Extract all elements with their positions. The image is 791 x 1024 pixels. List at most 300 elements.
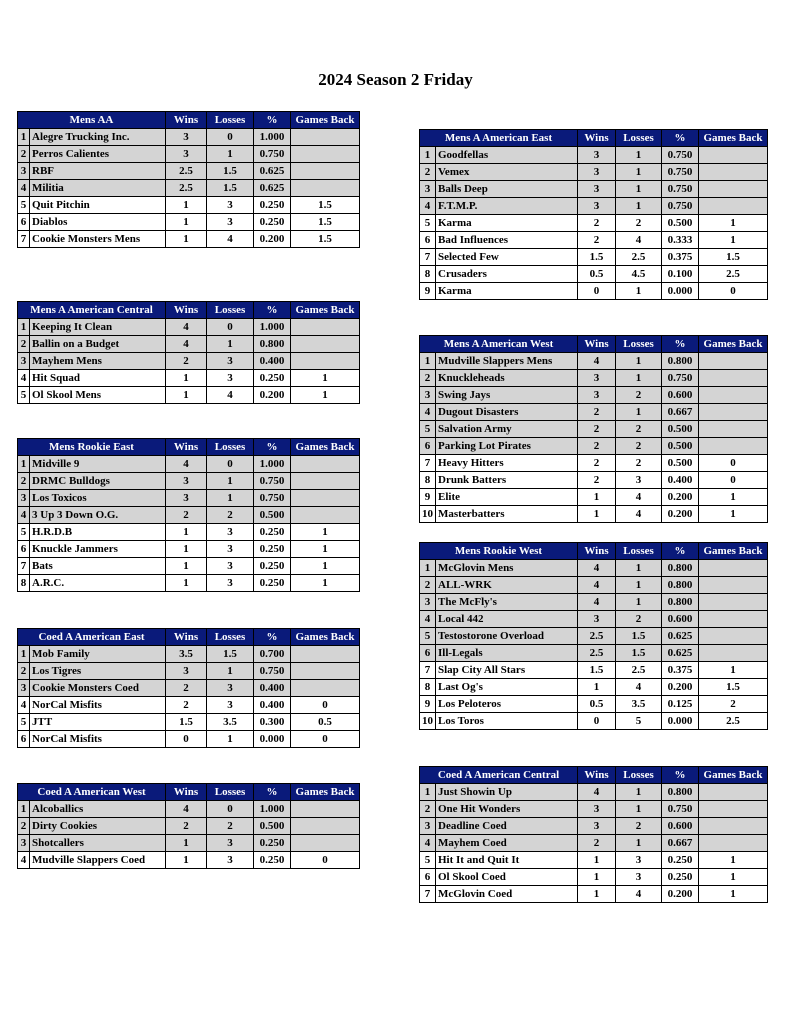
losses-cell: 3: [616, 852, 662, 869]
rank-cell: 4: [18, 180, 30, 197]
losses-cell: 3: [207, 214, 254, 231]
team-name-cell: Mayhem Coed: [436, 835, 578, 852]
losses-cell: 1.5: [207, 646, 254, 663]
games-back-cell: 2.5: [699, 266, 768, 283]
table-row: [18, 473, 360, 490]
table-header-row: [420, 336, 768, 353]
losses-cell: 1.5: [207, 163, 254, 180]
losses-cell: 2: [616, 421, 662, 438]
team-name-cell: Karma: [436, 215, 578, 232]
rank-cell: 3: [420, 818, 436, 835]
column-header-losses: Losses: [207, 439, 254, 456]
table-header-row: [420, 130, 768, 147]
table-row: [18, 541, 360, 558]
division-name: Coed A American Central: [420, 767, 578, 784]
losses-cell: 2: [616, 818, 662, 835]
table-row: [18, 231, 360, 248]
losses-cell: 3: [207, 541, 254, 558]
wins-cell: 4: [578, 594, 616, 611]
table-row: [18, 575, 360, 592]
table-row: [420, 628, 768, 645]
rank-cell: 1: [420, 147, 436, 164]
table-row: [18, 558, 360, 575]
rank-cell: 1: [18, 319, 30, 336]
losses-cell: 1: [616, 784, 662, 801]
pct-cell: 0.500: [662, 438, 699, 455]
losses-cell: 3: [207, 852, 254, 869]
wins-cell: 1: [166, 541, 207, 558]
games-back-cell: [291, 801, 360, 818]
pct-cell: 0.125: [662, 696, 699, 713]
table-row: [420, 801, 768, 818]
games-back-cell: 0: [291, 852, 360, 869]
column-header-wins: Wins: [578, 336, 616, 353]
table-row: [420, 387, 768, 404]
rank-cell: 8: [18, 575, 30, 592]
table-row: [18, 129, 360, 146]
rank-cell: 2: [18, 663, 30, 680]
pct-cell: 0.750: [254, 146, 291, 163]
table-row: [420, 645, 768, 662]
wins-cell: 3: [166, 129, 207, 146]
games-back-cell: [291, 490, 360, 507]
pct-cell: 0.700: [254, 646, 291, 663]
rank-cell: 7: [18, 231, 30, 248]
team-name-cell: DRMC Bulldogs: [30, 473, 166, 490]
wins-cell: 2.5: [578, 645, 616, 662]
pct-cell: 0.750: [254, 473, 291, 490]
losses-cell: 4: [616, 679, 662, 696]
pct-cell: 0.625: [254, 180, 291, 197]
pct-cell: 0.750: [662, 370, 699, 387]
games-back-cell: [699, 387, 768, 404]
pct-cell: 0.250: [254, 852, 291, 869]
wins-cell: 0.5: [578, 696, 616, 713]
rank-cell: 5: [420, 421, 436, 438]
column-header-games-back: Games Back: [699, 130, 768, 147]
losses-cell: 3.5: [207, 714, 254, 731]
table-row: [420, 198, 768, 215]
team-name-cell: Hit Squad: [30, 370, 166, 387]
team-name-cell: One Hit Wonders: [436, 801, 578, 818]
pct-cell: 0.250: [662, 852, 699, 869]
pct-cell: 0.600: [662, 611, 699, 628]
table-row: [420, 370, 768, 387]
team-name-cell: 3 Up 3 Down O.G.: [30, 507, 166, 524]
team-name-cell: The McFly's: [436, 594, 578, 611]
division-name: Coed A American East: [18, 629, 166, 646]
games-back-cell: [291, 680, 360, 697]
pct-cell: 0.000: [254, 731, 291, 748]
wins-cell: 2: [166, 697, 207, 714]
pct-cell: 0.667: [662, 835, 699, 852]
games-back-cell: 1: [291, 370, 360, 387]
pct-cell: 0.600: [662, 818, 699, 835]
rank-cell: 4: [18, 507, 30, 524]
pct-cell: 0.800: [662, 353, 699, 370]
games-back-cell: [699, 818, 768, 835]
team-name-cell: Diablos: [30, 214, 166, 231]
rank-cell: 2: [420, 164, 436, 181]
pct-cell: 0.750: [254, 490, 291, 507]
team-name-cell: Alcoballics: [30, 801, 166, 818]
team-name-cell: Swing Jays: [436, 387, 578, 404]
rank-cell: 4: [420, 835, 436, 852]
losses-cell: 2.5: [616, 249, 662, 266]
wins-cell: 3: [578, 147, 616, 164]
games-back-cell: [699, 181, 768, 198]
table-row: [420, 506, 768, 523]
pct-cell: 0.500: [254, 507, 291, 524]
column-header-wins: Wins: [166, 112, 207, 129]
team-name-cell: Deadline Coed: [436, 818, 578, 835]
standings-table-coed-a-american-central: [419, 766, 768, 903]
table-row: [18, 663, 360, 680]
team-name-cell: JTT: [30, 714, 166, 731]
wins-cell: 1: [166, 558, 207, 575]
team-name-cell: Bats: [30, 558, 166, 575]
table-row: [18, 852, 360, 869]
team-name-cell: NorCal Misfits: [30, 731, 166, 748]
wins-cell: 1: [166, 524, 207, 541]
rank-cell: 9: [420, 283, 436, 300]
pct-cell: 0.200: [254, 231, 291, 248]
table-row: [420, 215, 768, 232]
rank-cell: 3: [18, 353, 30, 370]
wins-cell: 2: [166, 818, 207, 835]
losses-cell: 1: [616, 577, 662, 594]
team-name-cell: Heavy Hitters: [436, 455, 578, 472]
games-back-cell: 1: [291, 575, 360, 592]
column-header-wins: Wins: [578, 130, 616, 147]
wins-cell: 3: [578, 801, 616, 818]
rank-cell: 4: [18, 697, 30, 714]
table-row: [18, 197, 360, 214]
wins-cell: 2.5: [166, 163, 207, 180]
table-row: [18, 490, 360, 507]
games-back-cell: [699, 784, 768, 801]
pct-cell: 0.500: [254, 818, 291, 835]
pct-cell: 0.250: [662, 869, 699, 886]
losses-cell: 1: [616, 181, 662, 198]
losses-cell: 3: [207, 353, 254, 370]
wins-cell: 2: [578, 472, 616, 489]
games-back-cell: 0: [699, 472, 768, 489]
pct-cell: 0.333: [662, 232, 699, 249]
team-name-cell: Los Toros: [436, 713, 578, 730]
rank-cell: 3: [420, 594, 436, 611]
wins-cell: 1.5: [578, 662, 616, 679]
wins-cell: 1.5: [166, 714, 207, 731]
standings-table-mens-rookie-west: [419, 542, 768, 730]
table-row: [420, 455, 768, 472]
games-back-cell: 1: [699, 869, 768, 886]
rank-cell: 5: [18, 524, 30, 541]
games-back-cell: 0: [291, 731, 360, 748]
team-name-cell: Hit It and Quit It: [436, 852, 578, 869]
rank-cell: 3: [18, 490, 30, 507]
losses-cell: 3: [207, 370, 254, 387]
wins-cell: 2: [578, 404, 616, 421]
table-row: [420, 713, 768, 730]
wins-cell: 3: [166, 490, 207, 507]
wins-cell: 2: [166, 353, 207, 370]
team-name-cell: F.T.M.P.: [436, 198, 578, 215]
wins-cell: 1: [578, 852, 616, 869]
table-row: [420, 147, 768, 164]
games-back-cell: 1: [699, 232, 768, 249]
rank-cell: 2: [18, 336, 30, 353]
rank-cell: 7: [420, 455, 436, 472]
losses-cell: 0: [207, 801, 254, 818]
games-back-cell: 1: [699, 215, 768, 232]
games-back-cell: [291, 835, 360, 852]
division-name: Mens Rookie West: [420, 543, 578, 560]
rank-cell: 1: [18, 129, 30, 146]
wins-cell: 3.5: [166, 646, 207, 663]
pct-cell: 0.625: [662, 645, 699, 662]
team-name-cell: Goodfellas: [436, 147, 578, 164]
column-header-pct: %: [662, 543, 699, 560]
division-name: Mens AA: [18, 112, 166, 129]
wins-cell: 1: [166, 835, 207, 852]
losses-cell: 4: [207, 231, 254, 248]
standings-table-mens-rookie-east: [17, 438, 360, 592]
standings-table-coed-a-american-east: [17, 628, 360, 748]
table-row: [18, 214, 360, 231]
table-row: [18, 456, 360, 473]
losses-cell: 2: [616, 438, 662, 455]
column-header-losses: Losses: [616, 130, 662, 147]
games-back-cell: 1: [291, 541, 360, 558]
column-header-games-back: Games Back: [291, 302, 360, 319]
column-header-pct: %: [662, 336, 699, 353]
losses-cell: 1: [616, 147, 662, 164]
rank-cell: 2: [420, 577, 436, 594]
games-back-cell: [291, 163, 360, 180]
games-back-cell: [699, 370, 768, 387]
rank-cell: 8: [420, 266, 436, 283]
pct-cell: 0.625: [662, 628, 699, 645]
column-header-losses: Losses: [616, 543, 662, 560]
rank-cell: 2: [420, 801, 436, 818]
wins-cell: 1: [166, 575, 207, 592]
team-name-cell: Knuckle Jammers: [30, 541, 166, 558]
games-back-cell: 1.5: [291, 231, 360, 248]
wins-cell: 2.5: [166, 180, 207, 197]
team-name-cell: Local 442: [436, 611, 578, 628]
column-header-wins: Wins: [166, 784, 207, 801]
games-back-cell: 0.5: [291, 714, 360, 731]
table-row: [18, 163, 360, 180]
games-back-cell: [699, 164, 768, 181]
rank-cell: 3: [420, 181, 436, 198]
column-header-pct: %: [254, 629, 291, 646]
rank-cell: 10: [420, 713, 436, 730]
pct-cell: 1.000: [254, 319, 291, 336]
column-header-wins: Wins: [166, 302, 207, 319]
pct-cell: 0.200: [662, 489, 699, 506]
team-name-cell: Keeping It Clean: [30, 319, 166, 336]
table-row: [18, 180, 360, 197]
column-header-games-back: Games Back: [699, 767, 768, 784]
losses-cell: 1: [616, 370, 662, 387]
table-row: [420, 611, 768, 628]
table-row: [420, 472, 768, 489]
rank-cell: 8: [420, 472, 436, 489]
table-row: [18, 146, 360, 163]
column-header-games-back: Games Back: [291, 629, 360, 646]
standings-table-mens-a-american-central: [17, 301, 360, 404]
losses-cell: 3: [207, 575, 254, 592]
games-back-cell: 1: [291, 387, 360, 404]
standings-table-mens-a-american-west: [419, 335, 768, 523]
column-header-losses: Losses: [616, 336, 662, 353]
table-row: [18, 387, 360, 404]
games-back-cell: [699, 611, 768, 628]
table-header-row: [18, 112, 360, 129]
rank-cell: 1: [18, 646, 30, 663]
pct-cell: 0.250: [254, 524, 291, 541]
games-back-cell: 0: [699, 455, 768, 472]
rank-cell: 4: [18, 370, 30, 387]
table-row: [18, 336, 360, 353]
table-row: [420, 404, 768, 421]
losses-cell: 1: [616, 404, 662, 421]
games-back-cell: 1.5: [699, 679, 768, 696]
losses-cell: 1: [616, 801, 662, 818]
table-row: [420, 696, 768, 713]
pct-cell: 0.750: [662, 801, 699, 818]
standings-table-coed-a-american-west: [17, 783, 360, 869]
team-name-cell: Ol Skool Mens: [30, 387, 166, 404]
games-back-cell: [699, 404, 768, 421]
wins-cell: 2: [166, 680, 207, 697]
team-name-cell: McGlovin Mens: [436, 560, 578, 577]
losses-cell: 3: [207, 558, 254, 575]
rank-cell: 2: [18, 818, 30, 835]
losses-cell: 1: [616, 560, 662, 577]
column-header-pct: %: [254, 439, 291, 456]
losses-cell: 2: [207, 818, 254, 835]
table-row: [420, 438, 768, 455]
division-name: Mens A American Central: [18, 302, 166, 319]
losses-cell: 3: [207, 697, 254, 714]
losses-cell: 2: [207, 507, 254, 524]
team-name-cell: Dugout Disasters: [436, 404, 578, 421]
losses-cell: 1.5: [616, 645, 662, 662]
wins-cell: 3: [166, 146, 207, 163]
rank-cell: 1: [420, 560, 436, 577]
pct-cell: 0.750: [662, 181, 699, 198]
wins-cell: 2: [578, 421, 616, 438]
team-name-cell: Parking Lot Pirates: [436, 438, 578, 455]
rank-cell: 9: [420, 696, 436, 713]
wins-cell: 4: [578, 353, 616, 370]
games-back-cell: [699, 801, 768, 818]
wins-cell: 3: [578, 611, 616, 628]
pct-cell: 0.800: [662, 784, 699, 801]
pct-cell: 0.800: [662, 594, 699, 611]
wins-cell: 4: [578, 784, 616, 801]
pct-cell: 0.750: [662, 147, 699, 164]
losses-cell: 1: [207, 473, 254, 490]
rank-cell: 3: [18, 835, 30, 852]
pct-cell: 0.375: [662, 662, 699, 679]
pct-cell: 0.250: [254, 197, 291, 214]
games-back-cell: [699, 594, 768, 611]
wins-cell: 1: [578, 886, 616, 903]
column-header-losses: Losses: [616, 767, 662, 784]
wins-cell: 1: [578, 869, 616, 886]
table-row: [18, 646, 360, 663]
rank-cell: 3: [18, 680, 30, 697]
pct-cell: 0.200: [254, 387, 291, 404]
wins-cell: 3: [578, 181, 616, 198]
losses-cell: 1: [207, 336, 254, 353]
games-back-cell: 1.5: [291, 197, 360, 214]
games-back-cell: [291, 180, 360, 197]
wins-cell: 0: [166, 731, 207, 748]
team-name-cell: Ol Skool Coed: [436, 869, 578, 886]
rank-cell: 5: [420, 852, 436, 869]
division-name: Coed A American West: [18, 784, 166, 801]
division-name: Mens Rookie East: [18, 439, 166, 456]
pct-cell: 0.800: [662, 577, 699, 594]
table-row: [420, 249, 768, 266]
wins-cell: 1.5: [578, 249, 616, 266]
team-name-cell: McGlovin Coed: [436, 886, 578, 903]
table-row: [18, 835, 360, 852]
losses-cell: 3: [207, 524, 254, 541]
losses-cell: 1.5: [616, 628, 662, 645]
table-row: [18, 680, 360, 697]
pct-cell: 0.400: [254, 353, 291, 370]
team-name-cell: Knuckleheads: [436, 370, 578, 387]
column-header-games-back: Games Back: [291, 439, 360, 456]
rank-cell: 4: [420, 404, 436, 421]
column-header-wins: Wins: [166, 439, 207, 456]
wins-cell: 2.5: [578, 628, 616, 645]
games-back-cell: 2.5: [699, 713, 768, 730]
games-back-cell: [291, 646, 360, 663]
pct-cell: 0.500: [662, 215, 699, 232]
table-header-row: [420, 767, 768, 784]
games-back-cell: 1: [699, 852, 768, 869]
rank-cell: 7: [420, 886, 436, 903]
team-name-cell: NorCal Misfits: [30, 697, 166, 714]
table-row: [420, 818, 768, 835]
games-back-cell: 1.5: [699, 249, 768, 266]
table-row: [18, 801, 360, 818]
rank-cell: 8: [420, 679, 436, 696]
losses-cell: 4: [616, 886, 662, 903]
losses-cell: 4: [616, 232, 662, 249]
team-name-cell: Bad Influences: [436, 232, 578, 249]
wins-cell: 3: [166, 473, 207, 490]
rank-cell: 6: [420, 645, 436, 662]
table-row: [18, 370, 360, 387]
rank-cell: 4: [420, 611, 436, 628]
table-row: [18, 319, 360, 336]
table-row: [420, 577, 768, 594]
table-header-row: [18, 439, 360, 456]
pct-cell: 1.000: [254, 801, 291, 818]
table-row: [18, 714, 360, 731]
table-row: [18, 731, 360, 748]
pct-cell: 0.200: [662, 506, 699, 523]
games-back-cell: [291, 663, 360, 680]
